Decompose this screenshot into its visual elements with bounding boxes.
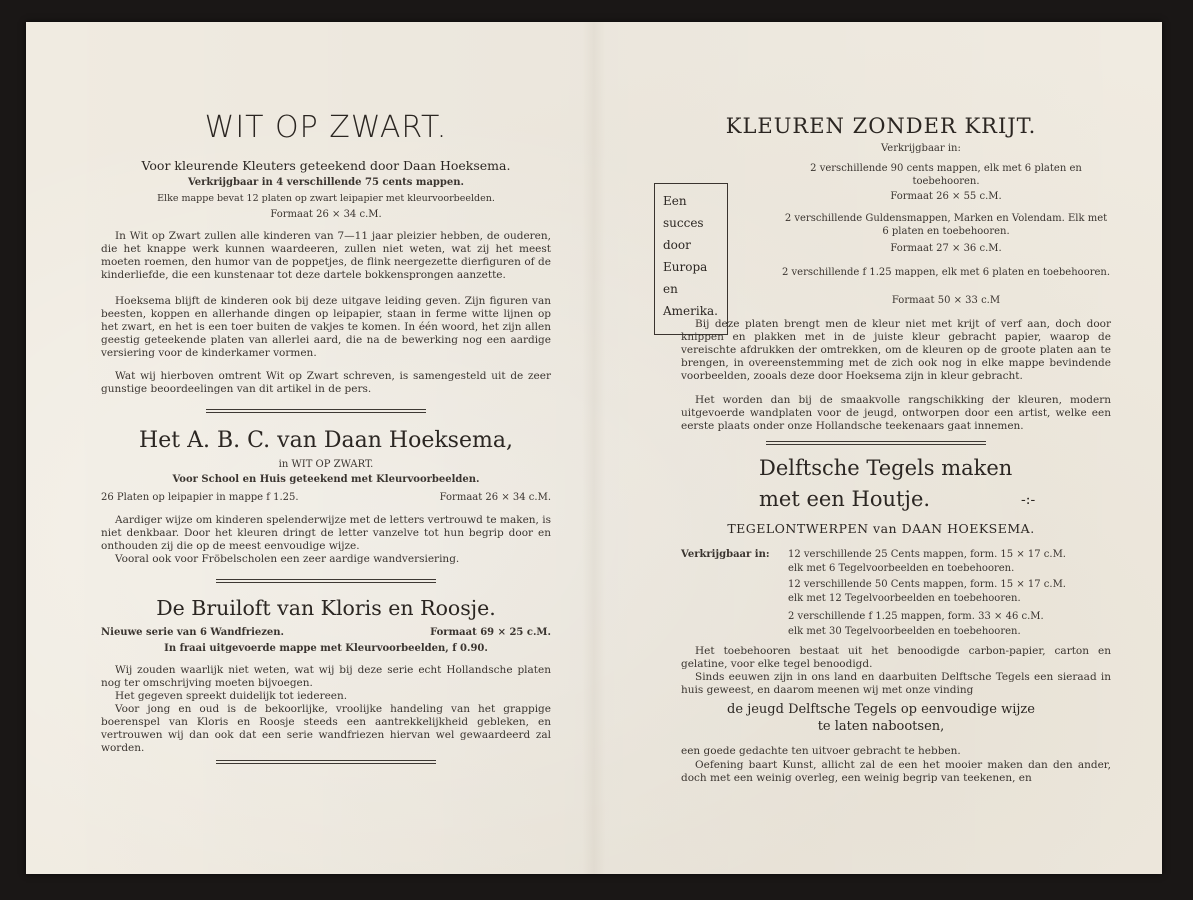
delft-title-2: met een Houtje. [759,487,931,511]
bruiloft-paragraph-1: Wij zouden waarlijk niet weten, wat wij bij deze serie echt Hollandsche platen nog ter omschrijving moeten bijvoegen. [101,664,551,689]
abc-subtitle-2: Voor School en Huis geteekend met Kleurvoorbeelden. [172,474,480,485]
abc-price: 26 Platen op leipapier in mappe f 1.25. [101,492,299,503]
delft-mark: -:- [1021,492,1036,508]
wit-format: Formaat 26 × 34 c.M. [270,209,382,220]
abc-paragraph-2: Vooral ook voor Fröbelscholen een zeer aardige wandversiering. [115,553,460,565]
delft-item-3a: 2 verschillende f 1.25 mappen, form. 33 × 46 c.M. [788,611,1044,622]
abc-title: Het A. B. C. van Daan Hoeksema, [139,428,513,453]
kleuren-item-2: 2 verschillende Guldensmappen, Marken en Volendam. Elk met 6 platen en toebehooren. [784,213,1108,237]
wit-paragraph-3: Wat wij hierboven omtrent Wit op Zwart schreven, is samengesteld uit de zeer gunstige beoordeelingen van dit artikel in de pers. [101,370,551,395]
bruiloft-series-row [101,626,551,639]
divider [216,760,436,764]
kleuren-format-1: Formaat 26 × 55 c.M. [890,191,1002,202]
delft-item-1b: elk met 6 Tegelvoorbeelden en toebehooren. [788,563,1015,574]
delft-paragraph-2: Sinds eeuwen zijn in ons land en daarbuiten Delftsche Tegels een sieraad in huis geweest, en daarom meenen wij met onze vinding [681,671,1111,696]
success-box-line: Een [663,194,687,208]
abc-price-row [101,491,551,504]
delft-highlight-1: de jeugd Delftsche Tegels op eenvoudige wijze [727,702,1035,717]
success-box-line: en [663,282,678,296]
abc-subtitle: in WIT OP ZWART. [278,459,374,470]
delft-paragraph-4: Oefening baart Kunst, allicht zal de een het mooier maken dan den ander, doch met een weinig overleg, een weinig begrip van teekenen, en [681,759,1111,784]
delft-highlight-2: te laten nabootsen, [817,719,945,734]
kleuren-format-2: Formaat 27 × 36 c.M. [890,243,1002,254]
success-box-line: door [663,238,691,252]
wit-subtitle: Voor kleurende Kleuters geteekend door Daan Hoeksema. [141,158,511,173]
bruiloft-title: De Bruiloft van Kloris en Roosje. [156,596,496,620]
delft-paragraph-1: Het toebehooren bestaat uit het benoodigde carbon-papier, carton en gelatine, voor elke tegel benoodigd. [681,645,1111,670]
wit-availability: Verkrijgbaar in 4 verschillende 75 cents mappen. [187,177,465,188]
delft-item-3b: elk met 30 Tegelvoorbeelden en toebehooren. [788,626,1021,637]
abc-paragraph-1: Aardiger wijze om kinderen spelenderwijze met de letters vertrouwd te maken, is niet denkbaar. Door het kleuren dringt de letter vanzelve tot hun begrip door en onthouden zij die op de meest eenvoudige wijze. [101,514,551,552]
leaflet-sheet [26,22,1162,874]
bruiloft-format: Formaat 69 × 25 c.M. [430,627,551,638]
bruiloft-mappe: In fraai uitgevoerde mappe met Kleurvoorbeelden, f 0.90. [164,643,488,654]
abc-format: Formaat 26 × 34 c.M. [439,492,551,503]
kleuren-title: KLEUREN ZONDER KRIJT. [725,114,1037,138]
delft-item-2b: elk met 12 Tegelvoorbeelden en toebehooren. [788,593,1021,604]
kleuren-availability: Verkrijgbaar in: [881,143,961,154]
wit-contents: Elke mappe bevat 12 platen op zwart leipapier met kleurvoorbeelden. [157,193,495,204]
success-box-line: Europa [663,260,708,274]
kleuren-item-1: 2 verschillende 90 cents mappen, elk met 6 platen en toebehooren. [810,163,1082,187]
delft-availability: Verkrijgbaar in: [681,549,770,560]
wit-paragraph-1: In Wit op Zwart zullen alle kinderen van 7—11 jaar pleizier hebben, de ouderen, die het knappe werk kunnen waardeeren, zullen niet weten, wat zij het meest moeten roemen, den humor van de poppetjes, de flink neergezette dierfiguren of de kinderliefde, die een kunstenaar tot deze dartele bokkensprongen aanzette. [101,230,551,281]
wit-title: WIT OP ZWART. [204,110,448,145]
bruiloft-series: Nieuwe serie van 6 Wandfriezen. [101,627,285,638]
divider [766,441,986,445]
wit-paragraph-2: Hoeksema blijft de kinderen ook bij deze uitgave leiding geven. Zijn figuren van beesten, koppen en allerhande dingen op leipapier, staan in ferme witte lijnen op het zwart, en het is een toer buiten de vakjes te komen. In één woord, het zijn allen geestig geteekende platen van allerlei aard, die na de bewerking nog een aardige versiering voor de kinderkamer vormen. [101,295,551,359]
divider [216,579,436,583]
success-box-line: Amerika. [663,304,718,318]
delft-title-1: Delftsche Tegels maken [759,456,1013,480]
success-box-line: succes [663,216,704,230]
delft-item-2a: 12 verschillende 50 Cents mappen, form. 15 × 17 c.M. [788,579,1066,590]
bruiloft-paragraph-3: Voor jong en oud is de bekoorlijke, vroolijke handeling van het grappige boerenspel van Kloris en Roosje steeds een aantrekkelijkheid gebleken, en vertrouwen wij dan ook dat een serie wandfriezen hiervan wel gewaardeerd zal worden. [101,703,551,754]
kleuren-format-3: Formaat 50 × 33 c.M [891,295,1001,306]
divider [206,409,426,413]
success-box [654,183,728,335]
bruiloft-paragraph-2: Het gegeven spreekt duidelijk tot iedereen. [115,690,348,702]
delft-item-1a: 12 verschillende 25 Cents mappen, form. 15 × 17 c.M. [788,549,1066,560]
kleuren-paragraph-2: Het worden dan bij de smaakvolle rangschikking der kleuren, modern uitgevoerde wandplaten voor de jeugd, ontworpen door een artist, welke een eerste plaats onder onze Hollandsche teekenaars gaat innemen. [681,394,1111,432]
kleuren-paragraph-1: Bij deze platen brengt men de kleur niet met krijt of verf aan, doch door knippen en plakken met in de juiste kleur gebracht papier, waarop de vereischte afdrukken der omtrekken, om de kleuren op de groote platen aan te brengen, in overeenstemming met de zich ook nog in elke mappe bevindende voorbeelden, zooals deze door Hoeksema zijn in kleur gebracht. [681,318,1111,382]
kleuren-item-3: 2 verschillende f 1.25 mappen, elk met 6 platen en toebehooren. [781,267,1111,278]
delft-subtitle: TEGELONTWERPEN van DAAN HOEKSEMA. [727,521,1035,536]
delft-paragraph-3: een goede gedachte ten uitvoer gebracht te hebben. [681,745,961,757]
